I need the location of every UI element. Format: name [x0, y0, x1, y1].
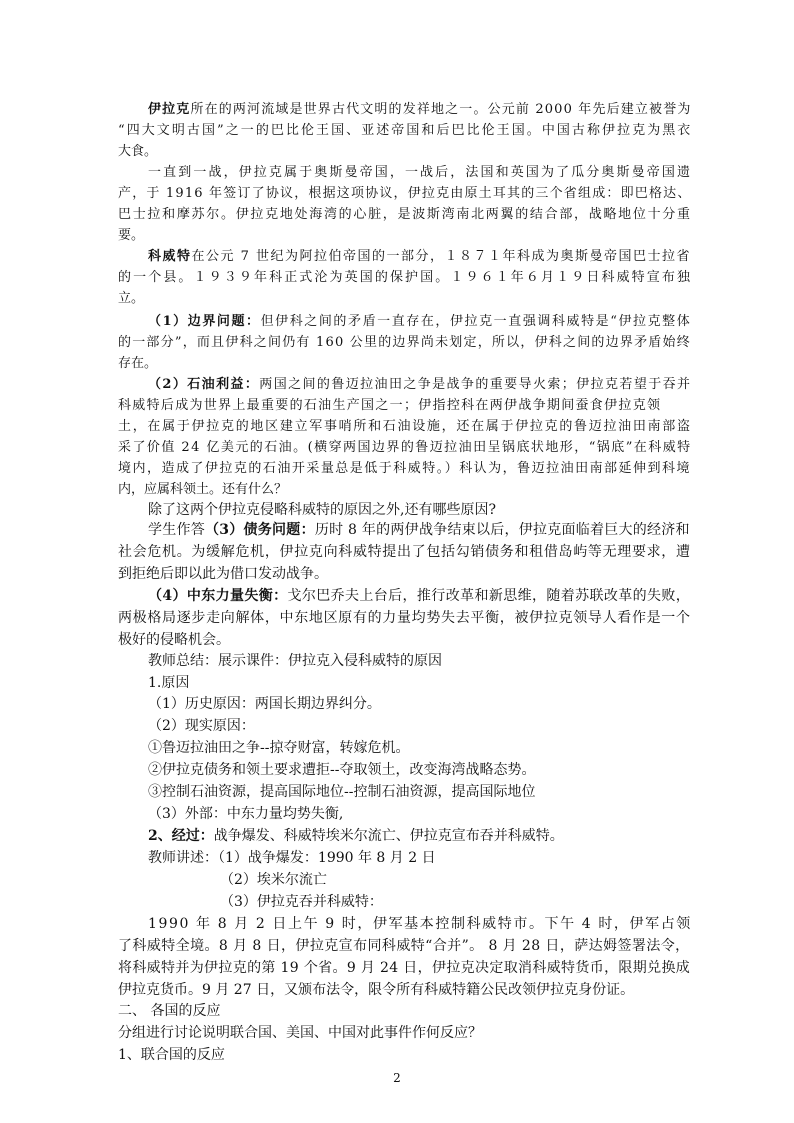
text-span: 境内，造成了伊拉克的石油开采量总是低于科威特。）科认为，鲁迈拉油田南部延伸到科境 [118, 461, 691, 476]
text-span: ②伊拉克债务和领土要求遭拒--夺取领土，改变海湾战略态势。 [148, 762, 536, 778]
text-line [148, 375, 691, 395]
text-span: 所在的两河流域是世界古代文明的发祥地之一。公元前 2000 年先后建立被誉为 [190, 102, 692, 117]
text-line [118, 542, 691, 562]
text-line [148, 694, 381, 714]
text-span: 产，于 1916 年签订了协议，根据这项协议，伊拉克由原土耳其的三个省组成：即巴格达、 [118, 186, 692, 201]
text-line [148, 247, 691, 267]
bold-heading-text: （1）边界问题： [148, 314, 261, 329]
text-line [148, 782, 535, 802]
text-line [118, 1023, 482, 1043]
text-span: 战争爆发、科威特埃米尔流亡、伊拉克宣布吞并科威特。 [213, 828, 564, 844]
text-span: 要。 [118, 228, 145, 243]
text-span: 采了价值 24 亿美元的石油。(横穿两国边界的鲁迈拉油田呈锅底状地形，“锅底”在科威特 [118, 440, 692, 455]
text-line [118, 417, 692, 437]
text-line [118, 980, 634, 1000]
text-span: 历时 8 年的两伊战争结束以后，伊拉克面临着巨大的经济和 [314, 522, 690, 538]
text-line [148, 312, 691, 332]
text-span: 到拒绝后即以此为借口发动战争。 [118, 566, 328, 582]
text-span: 立。 [118, 291, 145, 306]
page-number: 2 [393, 1071, 401, 1085]
text-span: 的一部分”，而且伊科之间仍有 160 公里的边界尚未划定，所以，伊科之间的边界矛盾始终 [118, 335, 691, 350]
text-span: 的一个县。１９３９年科正式沦为英国的保护国。１９６１年６月１９日科威特宣布独 [118, 270, 693, 285]
text-line [118, 608, 691, 628]
text-span: 分组进行讨论说明联合国、美国、中国对此事件作何反应？ [118, 1025, 482, 1041]
text-span: 社会危机。为缓解危机，伊拉克向科威特提出了包括勾销债务和租借岛屿等无理要求，遭 [118, 544, 691, 560]
text-span: ③控制石油资源，提高国际地位--控制石油资源，提高国际地位 [148, 784, 536, 800]
text-span: 1、联合国的反应 [118, 1047, 225, 1063]
text-span: 极好的侵略机会。 [118, 632, 230, 648]
text-line [118, 1001, 220, 1021]
text-line [118, 226, 144, 246]
text-line [148, 848, 436, 868]
text-span: “四大文明古国”之一的巴比伦王国、亚述帝国和后巴比伦王国。中国古称伊拉克为黑衣 [118, 123, 693, 138]
text-line [220, 892, 383, 912]
text-span: ①鲁迈拉油田之争--掠夺财富，转嫁危机。 [148, 740, 410, 756]
text-span: 教师总结：展示课件：伊拉克入侵科威特的原因 [148, 653, 442, 669]
text-span: （2）埃米尔流亡 [220, 872, 327, 888]
text-line [148, 760, 535, 780]
text-line [148, 738, 409, 758]
text-span: 学生作答 [148, 522, 206, 538]
text-line [118, 438, 692, 458]
text-line [148, 500, 496, 520]
text-line [118, 480, 287, 500]
text-span: （1）历史原因：两国长期边界纠分。 [148, 696, 381, 712]
text-line [148, 520, 690, 540]
text-span: 科威特后成为世界上最重要的石油生产国之一；伊指控科在两伊战争期间蚕食伊拉克领 [118, 398, 662, 413]
text-line [148, 716, 255, 736]
text-line [118, 333, 691, 353]
text-line [118, 268, 692, 288]
text-span: 两国之间的鲁迈拉油田之争是战争的重要导火索；伊拉克若望于吞并 [259, 377, 692, 392]
text-span: 在公元 7 世纪为阿拉伯帝国的一部分，１８７１年科成为奥斯曼帝国巴士拉省 [191, 249, 692, 264]
text-line [118, 459, 691, 479]
text-span: 两极格局逐步走向解体，中东地区原有的力量均势失去平衡，被伊拉克领导人看作是一个 [118, 610, 691, 626]
text-span: 土，在属于伊拉克的地区建立军事哨所和石油设施，还在属于伊拉克的鲁迈拉油田南部盗 [118, 419, 692, 434]
text-line [148, 651, 442, 671]
text-line [148, 586, 690, 606]
text-span: 巴士拉和摩苏尔。伊拉克地处海湾的心脏，是波斯湾南北两翼的结合部，战略地位十分重 [118, 207, 692, 222]
text-line [118, 142, 157, 162]
text-span: 除了这两个伊拉克侵略科威特的原因之外,还有哪些原因? [148, 502, 496, 518]
bold-heading-text: 科威特 [148, 249, 192, 264]
text-line [148, 914, 692, 934]
text-line [118, 958, 690, 978]
text-span: 一直到一战，伊拉克属于奥斯曼帝国，一战后，法国和英国为了瓜分奥斯曼帝国遗 [148, 165, 693, 180]
text-span: 二、 各国的反应 [118, 1003, 221, 1019]
text-line [220, 870, 327, 890]
text-span: 内，应属科领土。还有什么？ [118, 482, 288, 497]
text-line [118, 184, 692, 204]
text-span: 但伊科之间的矛盾一直存在，伊拉克一直强调科威特是“伊拉克整体 [260, 314, 692, 329]
bold-heading-text: 伊拉克 [148, 102, 191, 117]
text-span: 伊拉克货币。9 月 27 日，又颁布法令，限令所有科威特籍公民改领伊拉克身份证。 [118, 982, 635, 998]
text-line [148, 804, 343, 824]
text-span: （3）伊拉克吞并科威特： [220, 894, 383, 910]
text-line [118, 630, 230, 650]
text-span: （2）现实原因： [148, 718, 255, 734]
text-line [118, 936, 690, 956]
text-line [118, 121, 692, 141]
text-span: 大食。 [118, 144, 158, 159]
text-line [118, 396, 661, 416]
text-span: 教师讲述：（1）战争爆发：1990 年 8 月 2 日 [148, 850, 436, 866]
bold-heading-text: （3）债务问题： [205, 522, 315, 538]
bold-heading-text: 2、经过： [148, 828, 214, 844]
bold-heading-text: （4）中东力量失衡： [148, 588, 288, 604]
text-span: 了科威特全境。8 月 8 日，伊拉克宣布同科威特“合并”。 8 月 28 日，萨达姆签署法令， [118, 938, 690, 954]
text-line [148, 163, 692, 183]
text-line [118, 289, 144, 309]
text-line [148, 100, 692, 120]
text-span: 戈尔巴乔夫上台后，推行改革和新思维，随着苏联改革的失败， [287, 588, 691, 604]
text-span: 1.原因 [148, 675, 190, 691]
text-line [118, 1045, 225, 1065]
text-line [118, 564, 328, 584]
bold-heading-text: （2）石油利益： [148, 377, 260, 392]
text-line [118, 205, 692, 225]
text-span: 将科威特并为伊拉克的第 19 个省。9 月 24 日，伊拉克决定取消科威特货币，限期兑换成 [118, 960, 691, 976]
text-line [148, 673, 189, 693]
text-span: 存在。 [118, 356, 158, 371]
text-span: 1990 年 8 月 2 日上午 9 时，伊军基本控制科威特市。下午 4 时，伊军占领 [148, 916, 692, 932]
text-line [118, 354, 157, 374]
text-span: （3）外部：中东力量均势失衡, [148, 806, 344, 822]
text-line [148, 826, 564, 846]
